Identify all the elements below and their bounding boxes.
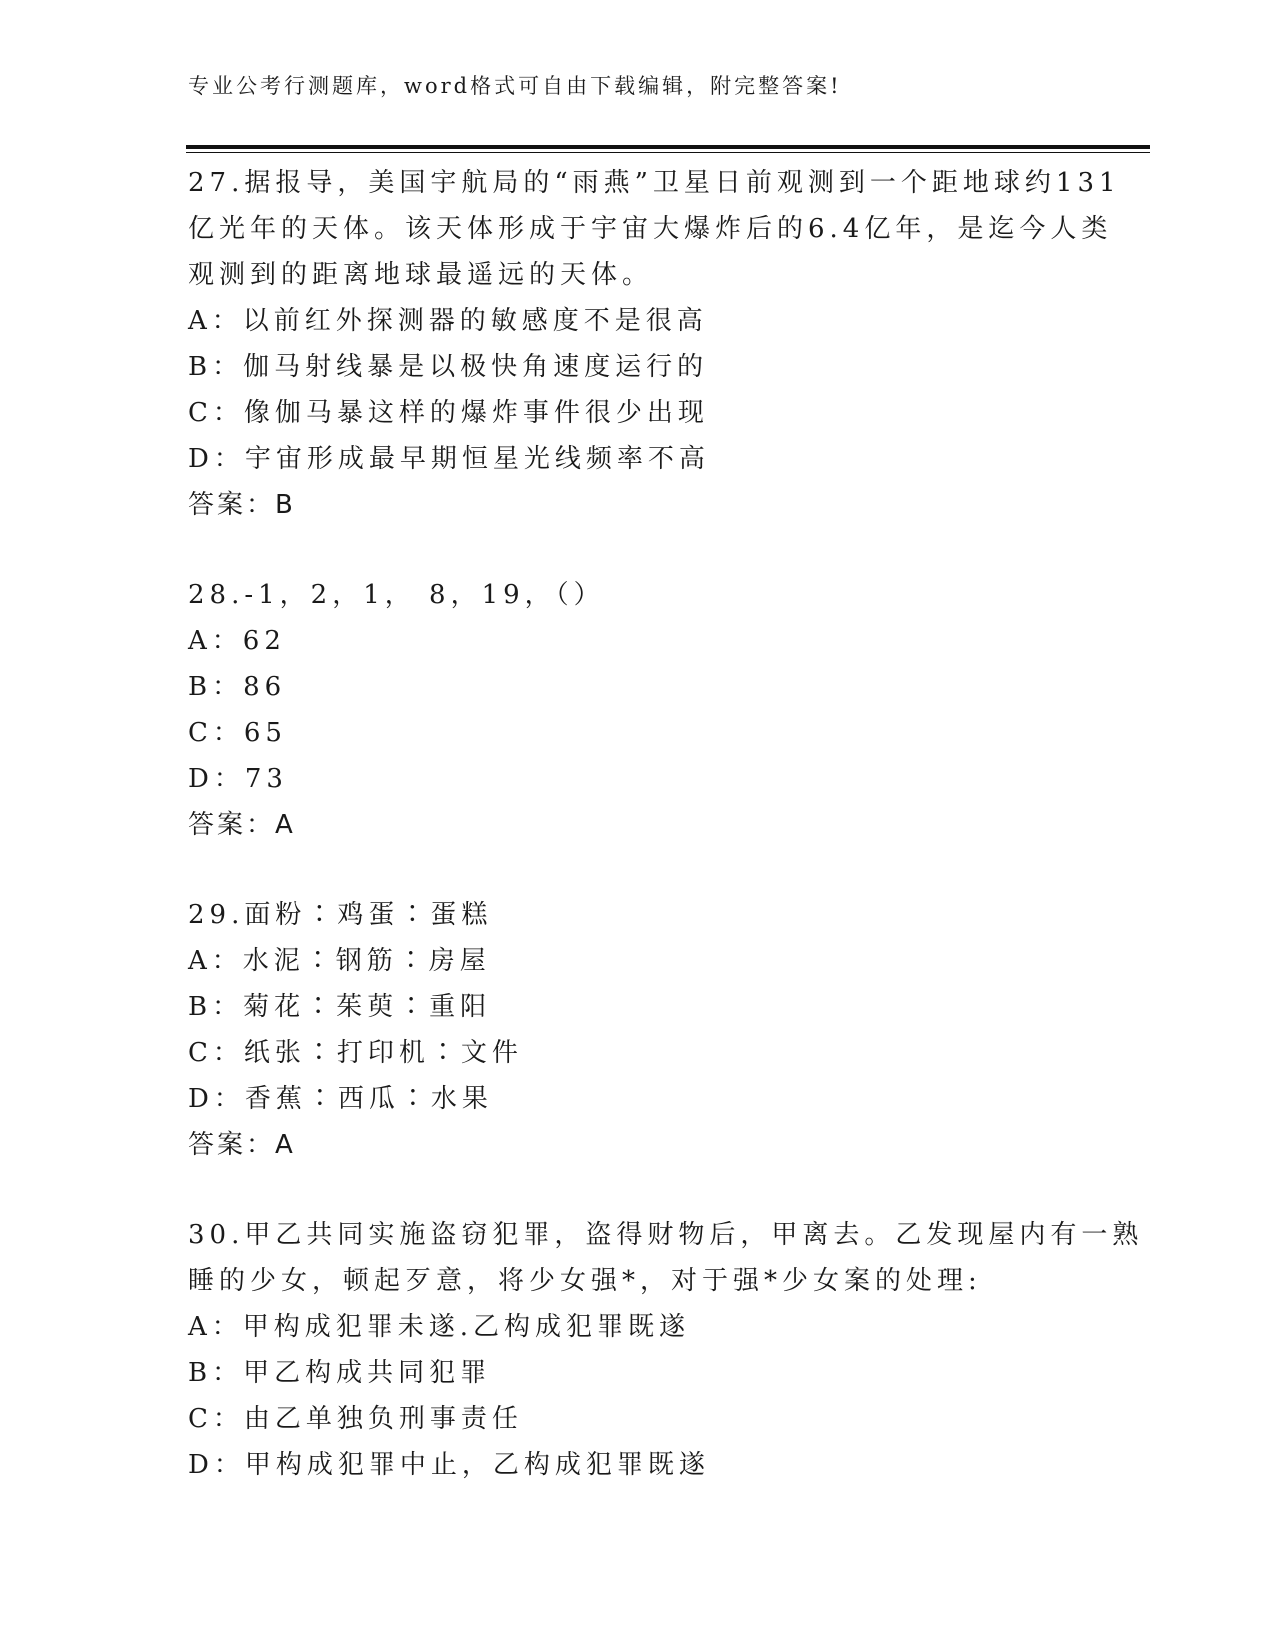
question-27 xyxy=(188,160,1121,528)
question-list xyxy=(188,160,1144,1488)
header-rule-thin xyxy=(186,152,1150,153)
answer-line: 答案：A xyxy=(188,1130,296,1160)
option-d: D：甲构成犯罪中止，乙构成犯罪既遂 xyxy=(188,1450,710,1480)
question-28 xyxy=(188,572,1088,848)
question-29 xyxy=(188,892,1088,1168)
question-stem-line: 29.面粉∶鸡蛋∶蛋糕 xyxy=(188,900,493,930)
question-stem-line: 观测到的距离地球最遥远的天体。 xyxy=(188,260,654,290)
option-a: A：62 xyxy=(188,626,286,656)
option-a: A：以前红外探测器的敏感度不是很高 xyxy=(188,306,708,336)
option-d: D：香蕉∶西瓜∶水果 xyxy=(188,1084,493,1114)
option-c: C：像伽马暴这样的爆炸事件很少出现 xyxy=(188,398,709,428)
option-d: D：宇宙形成最早期恒星光线频率不高 xyxy=(188,444,710,474)
answer-line: 答案：A xyxy=(188,810,296,840)
option-b: B：菊花∶茱萸∶重阳 xyxy=(188,992,492,1022)
question-stem-line: 亿光年的天体。该天体形成于宇宙大爆炸后的6.4亿年，是迄今人类 xyxy=(188,214,1113,244)
option-b: B：86 xyxy=(188,672,287,702)
option-b: B：伽马射线暴是以极快角速度运行的 xyxy=(188,352,709,382)
question-spacer xyxy=(188,848,1088,892)
question-stem-line: 30.甲乙共同实施盗窃犯罪，盗得财物后，甲离去。乙发现屋内有一熟 xyxy=(188,1220,1144,1250)
header-rule-thick xyxy=(186,145,1150,149)
question-spacer xyxy=(188,528,1088,572)
option-a: A：甲构成犯罪未遂.乙构成犯罪既遂 xyxy=(188,1312,691,1342)
option-b: B：甲乙构成共同犯罪 xyxy=(188,1358,492,1388)
question-stem-line: 睡的少女，顿起歹意，将少女强*，对于强*少女案的处理: xyxy=(188,1266,982,1296)
option-c: C：由乙单独负刑事责任 xyxy=(188,1404,523,1434)
question-30 xyxy=(188,1212,1144,1488)
question-stem-line: 28.-1，2，1， 8，19，（） xyxy=(188,580,605,610)
option-a: A：水泥∶钢筋∶房屋 xyxy=(188,946,491,976)
option-c: C：65 xyxy=(188,718,287,748)
option-d: D：73 xyxy=(188,764,288,794)
question-stem-line: 27.据报导，美国宇航局的“雨燕”卫星日前观测到一个距地球约131 xyxy=(188,168,1121,198)
answer-line: 答案：B xyxy=(188,490,296,520)
question-spacer xyxy=(188,1168,1088,1212)
option-c: C：纸张∶打印机∶文件 xyxy=(188,1038,523,1068)
page-header: 专业公考行测题库，word格式可自由下载编辑，附完整答案! xyxy=(188,74,842,98)
